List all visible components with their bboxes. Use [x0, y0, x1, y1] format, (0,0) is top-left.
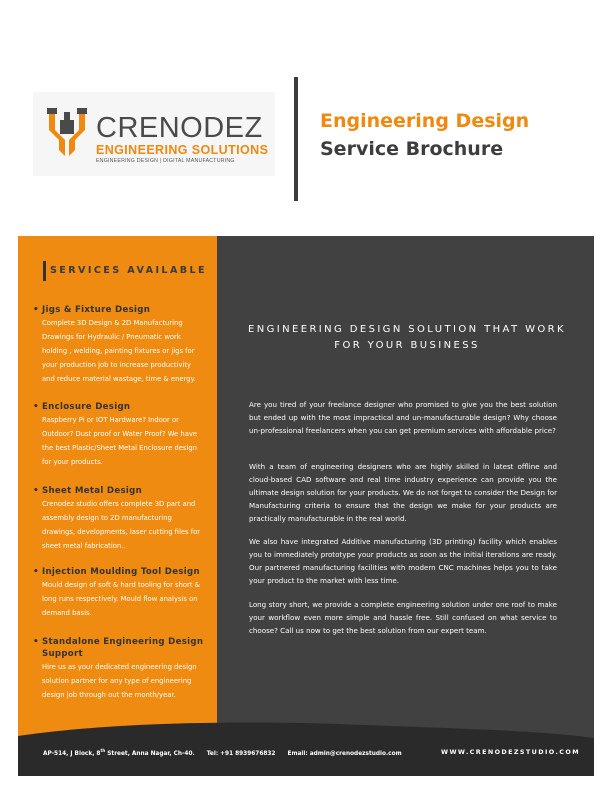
- logo-subtitle: ENGINEERING SOLUTIONS: [96, 143, 269, 157]
- service-title: Standalone Engineering Design Support: [42, 637, 204, 659]
- footer-band: [18, 716, 594, 776]
- bullet-icon: •: [33, 637, 40, 647]
- logo-tagline: ENGINEERING DESIGN | DIGITAL MANUFACTURING: [96, 158, 235, 164]
- service-title: Jigs & Fixture Design: [42, 305, 151, 315]
- services-heading-bar: [43, 261, 46, 281]
- footer-address: [43, 748, 195, 757]
- address-part: Street, Anna Nagar, Ch-40.: [105, 750, 195, 757]
- address-sup: th: [100, 748, 106, 753]
- bullet-icon: •: [33, 402, 40, 412]
- additive-paragraph: We also have integrated Additive manufacturing (3D printing) facility which enables you to immediately prototype your products as soon as the initial iterations are ready. Our partnered manufacturing facilities with modern CNC machines helps you to take your product to the market with less time.: [249, 537, 557, 585]
- service-item-standalone-support: [33, 636, 205, 703]
- footer-website[interactable]: WWW.CRENODEZSTUDIO.COM: [441, 748, 580, 756]
- service-title: Injection Moulding Tool Design: [42, 567, 200, 577]
- team-paragraph: With a team of engineering designers who are highly skilled in latest offline and cloud-based CAD software and real time industry experience can provide you the ultimate design solution for your products. We do not forget to consider the Design for Manufacturing criteria to ensure that the design we make for your products are practically manufacturable in the real world.: [249, 462, 557, 523]
- desc-line: Outdoor? Dust proof or Water Proof? We have: [42, 429, 198, 438]
- services-heading: SERVICES AVAILABLE: [50, 265, 207, 276]
- desc-line: solution partner for any type of engineering: [42, 676, 192, 685]
- service-description: [33, 317, 211, 387]
- service-item-injection-moulding: [33, 566, 211, 621]
- service-description: [33, 498, 211, 554]
- intro-paragraph: Are you tired of your freelance designer who promised to give you the best solution but ended up with the most impractical and un-manufacturable design? Why choose un-professional freelancers when you can get premium services with affordable price?: [249, 400, 557, 435]
- desc-line: Hire us as your dedicated engineering design: [42, 663, 197, 671]
- title-service-brochure: Service Brochure: [320, 138, 504, 160]
- desc-line: long runs respectively. Mould flow analysis on: [42, 594, 198, 603]
- service-title: Sheet Metal Design: [42, 486, 142, 496]
- service-item-jigs-fixture: [33, 304, 211, 387]
- service-title: Enclosure Design: [42, 402, 131, 412]
- bullet-icon: •: [33, 486, 40, 496]
- desc-line: Mould design of soft & hard tooling for short &: [42, 581, 200, 589]
- desc-line: Crenodez studio offers complete 3D part and: [42, 500, 196, 508]
- desc-line: design job through out the month/year.: [42, 690, 176, 699]
- service-description: [33, 579, 211, 621]
- desc-line: Raspberry Pi or IOT Hardware? Indoor or: [42, 416, 179, 424]
- desc-line: for your products.: [42, 457, 103, 466]
- service-item-sheet-metal: [33, 485, 211, 554]
- desc-line: holding , welding, painting fixtures or jigs for: [42, 346, 195, 355]
- service-description: [33, 414, 211, 470]
- desc-line: demand basis.: [42, 608, 92, 617]
- desc-line: the best Plastic/Sheet Metal Enclosure design: [42, 443, 197, 452]
- address-part: AP-514, J Block, 8: [43, 750, 101, 757]
- desc-line: Complete 3D Design & 2D Manufacturing: [42, 319, 183, 327]
- logo-mark-icon: [45, 104, 89, 164]
- desc-line: Drawings for Hydraulic / Pneumatic work: [42, 332, 181, 341]
- desc-line: drawings, developments, laser cutting files for: [42, 527, 201, 536]
- summary-paragraph: Long story short, we provide a complete engineering solution under one roof to make your workflow even more simple and hassle free. Still confused on what service to choose? Call us now to get the best solution from our expert team.: [249, 600, 557, 635]
- desc-line: and reduce material wastage, time & energy.: [42, 374, 196, 383]
- company-logo: [33, 92, 275, 176]
- header-divider: [294, 77, 298, 201]
- service-description: [33, 661, 211, 703]
- bullet-icon: •: [33, 305, 40, 315]
- footer-phone: Tel: +91 8939676832: [206, 750, 276, 757]
- footer-contact: [43, 748, 412, 757]
- desc-line: sheet metal fabrication..: [42, 541, 126, 550]
- footer-email[interactable]: Email: admin@crenodezstudio.com: [287, 750, 402, 757]
- bullet-icon: •: [33, 567, 40, 577]
- service-item-enclosure: [33, 401, 211, 470]
- desc-line: assembly design to 2D manufacturing: [42, 513, 172, 522]
- logo-name: CRENODEZ: [96, 112, 263, 144]
- main-headline: ENGINEERING DESIGN SOLUTION THAT WORK FOR YOUR BUSINESS: [248, 324, 566, 351]
- title-engineering-design: Engineering Design: [320, 110, 530, 132]
- desc-line: your production job to increase productivity: [42, 360, 192, 369]
